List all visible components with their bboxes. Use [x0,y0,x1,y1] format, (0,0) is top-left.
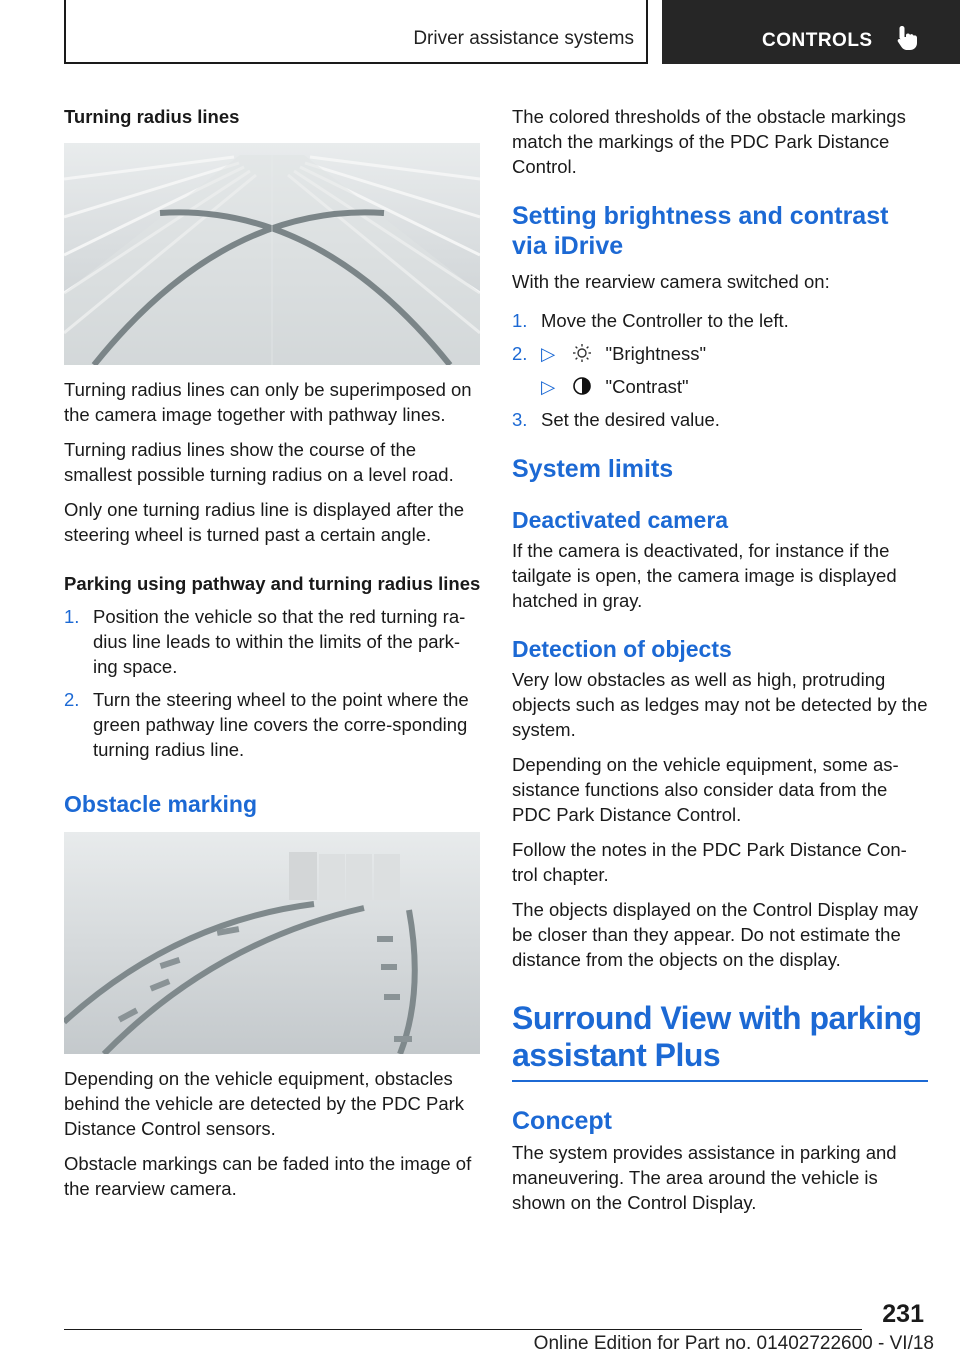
arrow-icon: ▷ [541,376,556,397]
header-section-title: Driver assistance systems [413,28,634,49]
pointing-hand-icon [896,24,920,52]
detection-paragraph-4: The objects displayed on the Control Display may be closer than they appear. Do not estimate the distance from the objects on the display. [512,899,919,970]
obstacle-marking-illustration [64,832,480,1054]
system-limits-heading: System limits [512,455,674,483]
turning-radius-paragraph-3: Only one turning radius line is displayed after the steering wheel is turned past a certain angle. [64,499,465,545]
parking-heading: Parking using pathway and turning radius lines [64,573,481,594]
brightness-intro: With the rearview camera switched on: [512,271,830,292]
obstacle-paragraph-1: Depending on the vehicle equipment, obstacles behind the vehicle are detected by the PDC Park Distance Control sensors. [64,1068,465,1139]
footer-divider [64,1329,862,1330]
arrow-icon: ▷ [541,343,556,364]
turning-radius-illustration [64,143,480,365]
list-item: 1. Position the vehicle so that the red turning ra‐dius line leads to within the limits of the park‐ing space. [64,606,466,677]
brightness-contrast-heading: Setting brightness and contrast via iDrive [512,202,889,260]
header-chapter-tab [662,0,960,64]
obstacle-marking-heading: Obstacle marking [64,791,258,817]
header-chapter-label: CONTROLS [762,30,873,51]
list-item: 1. Move the Controller to the left. [512,310,789,331]
detection-heading: Detection of objects [512,636,732,662]
list-item: 3. Set the desired value. [512,409,720,430]
list-item: 2. ▷ "Brightness" [512,343,707,364]
brightness-steps [512,308,930,432]
list-item: ▷ "Contrast" [541,376,689,397]
brightness-icon [572,343,592,363]
concept-heading: Concept [512,1107,612,1135]
detection-paragraph-2: Depending on the vehicle equipment, some as‐sistance functions also consider data from the PDC Park Distance Control. [512,754,899,825]
detection-paragraph-1: Very low obstacles as well as high, protruding objects such as ledges may not be detected by the system. [512,669,928,740]
obstacle-paragraph-2: Obstacle markings can be faded into the image of the rearview camera. [64,1153,472,1199]
turning-radius-paragraph-2: Turning radius lines show the course of the smallest possible turning radius on a level road. [64,439,454,485]
list-item: 2. Turn the steering wheel to the point where the green pathway line covers the corre‐sponding turning radius line. [64,689,469,760]
concept-paragraph: The system provides assistance in parking and maneuvering. The area around the vehicle is shown on the Control Display. [512,1142,897,1213]
surround-view-heading: Surround View with parking assistant Plus [512,1000,922,1073]
turning-radius-paragraph-1: Turning radius lines can only be superimposed on the camera image together with pathway lines. [64,379,472,425]
section-divider [512,1080,928,1082]
detection-paragraph-3: Follow the notes in the PDC Park Distance Con‐trol chapter. [512,839,907,885]
edition-label: Online Edition for Part no. 01402722600 - VI/18 [533,1333,934,1354]
right-column [512,104,930,1225]
left-column [64,104,482,1211]
deactivated-camera-heading: Deactivated camera [512,507,729,533]
parking-steps [64,604,482,762]
contrast-icon [572,376,592,396]
thresholds-paragraph: The colored thresholds of the obstacle markings match the markings of the PDC Park Distance Control. [512,106,906,177]
turning-radius-heading: Turning radius lines [64,106,240,127]
page-number: 231 [882,1300,924,1328]
header-section-box [64,0,648,64]
deactivated-camera-paragraph: If the camera is deactivated, for instance if the tailgate is open, the camera image is displayed hatched in gray. [512,540,897,611]
